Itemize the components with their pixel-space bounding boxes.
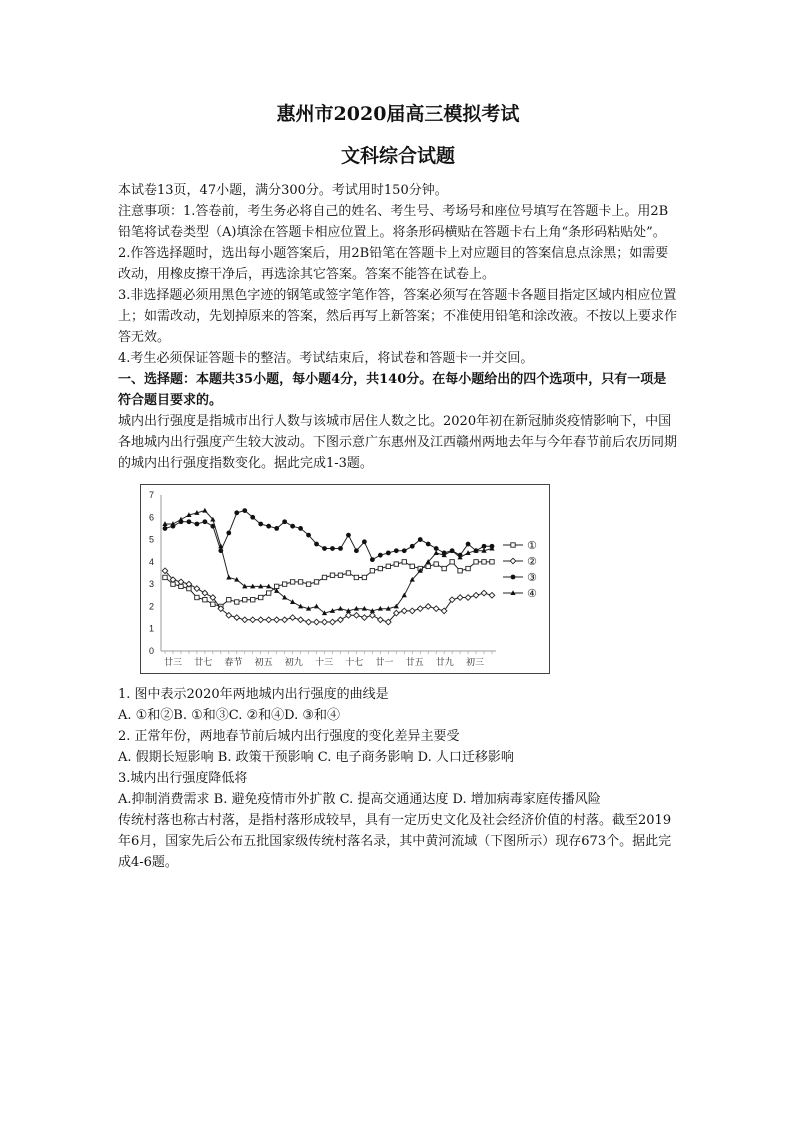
x-tick-label: 廿三: [163, 658, 183, 668]
data-point-series-2: [274, 617, 280, 623]
data-point-series-4: [202, 508, 207, 513]
data-point-series-3: [298, 526, 303, 531]
notice-1: 注意事项：1.答卷前，考生务必将自己的姓名、考生号、考场号和座位号填写在答题卡上。用2B铅笔将试卷类型（A)填涂在答题卡相应位置上。将条形码横贴在答题卡右上角“条形码粘贴处”。: [118, 204, 669, 240]
data-point-series-1: [322, 575, 326, 579]
data-point-series-3: [234, 510, 239, 515]
data-point-series-1: [346, 571, 350, 575]
data-point-series-4: [290, 599, 295, 604]
chart-svg: [141, 485, 549, 673]
data-point-series-1: [298, 580, 302, 584]
question-2: 2. 正常年份，两地春节前后城内出行强度的变化差异主要受: [118, 729, 460, 744]
data-point-series-2: [266, 617, 272, 623]
question-2-options: A. 假期长短影响 B. 政策干预影响 C. 电子商务影响 D. 人口迁移影响: [118, 750, 514, 765]
intro-text: 本试卷13页，47小题，满分300分。考试用时150分钟。: [118, 183, 448, 198]
data-point-series-2: [194, 586, 200, 592]
data-point-series-3: [195, 522, 200, 527]
data-point-series-3: [266, 524, 271, 529]
data-point-series-3: [418, 537, 423, 542]
data-point-series-3: [314, 542, 319, 547]
data-point-series-3: [370, 557, 375, 562]
data-point-series-1: [466, 566, 470, 570]
legend-marker-1: [511, 543, 515, 547]
data-point-series-3: [250, 515, 255, 520]
data-point-series-1: [266, 591, 270, 595]
data-point-series-2: [457, 595, 463, 601]
x-tick-label: 初三: [465, 658, 485, 668]
data-point-series-3: [306, 533, 311, 538]
data-point-series-1: [410, 564, 414, 568]
data-point-series-1: [354, 575, 358, 579]
data-point-series-4: [226, 575, 231, 580]
question-3: 3.城内出行强度降低将: [118, 771, 248, 786]
x-tick-label: 初五: [254, 658, 273, 668]
data-point-series-1: [458, 569, 462, 573]
data-point-series-2: [250, 617, 256, 623]
data-point-series-1: [426, 564, 430, 568]
data-point-series-2: [473, 592, 479, 598]
data-point-series-2: [489, 592, 495, 598]
question-1-options: A. ①和②B. ①和③C. ②和④D. ③和④: [118, 708, 341, 723]
legend-label-1: ①: [527, 539, 537, 552]
data-point-series-2: [370, 613, 376, 619]
question-1: 1. 图中表示2020年两地城内出行强度的曲线是: [118, 687, 389, 702]
data-point-series-3: [410, 544, 415, 549]
data-point-series-2: [202, 590, 208, 596]
data-point-series-2: [425, 604, 431, 610]
data-point-series-1: [306, 582, 310, 586]
y-tick-label: 3: [149, 579, 155, 590]
data-point-series-3: [163, 526, 168, 531]
data-point-series-2: [378, 617, 384, 623]
data-point-series-3: [466, 542, 471, 547]
x-tick-label: 廿五: [405, 658, 424, 668]
data-point-series-3: [226, 530, 231, 535]
y-tick-label: 5: [149, 534, 155, 545]
legend-marker-3: [511, 575, 516, 580]
data-point-series-1: [203, 598, 207, 602]
data-point-series-1: [490, 560, 494, 564]
x-tick-label: 初九: [284, 658, 303, 668]
data-point-series-2: [330, 619, 336, 625]
data-point-series-4: [402, 592, 407, 597]
data-point-series-1: [474, 560, 478, 564]
data-point-series-3: [322, 546, 327, 551]
notice-2: 2.作答选择题时，选出每小题答案后，用2B铅笔在答题卡上对应题目的答案信息点涂黑；如需要改动，用橡皮擦干净后，再选涂其它答案。答案不能答在试卷上。: [118, 246, 669, 282]
data-point-series-1: [227, 598, 231, 602]
data-point-series-2: [314, 619, 320, 625]
data-point-series-1: [394, 562, 398, 566]
data-point-series-3: [378, 553, 383, 558]
data-point-series-3: [330, 546, 335, 551]
legend-marker-2: [510, 558, 516, 564]
data-point-series-1: [211, 602, 215, 606]
x-tick-label: 廿九: [435, 658, 454, 668]
data-point-series-1: [290, 580, 294, 584]
passage-2: 传统村落也称古村落，是指村落形成较早，具有一定历史文化及社会经济价值的村落。截至2019年6月，国家先后公布五批国家级传统村落名录，其中黄河流域（下图所示）现存673个。据此完成4-6题。: [118, 813, 672, 870]
data-point-series-3: [274, 526, 279, 531]
data-point-series-4: [314, 604, 319, 609]
data-point-series-2: [258, 617, 264, 623]
data-point-series-2: [401, 608, 407, 614]
data-point-series-3: [242, 508, 247, 513]
data-point-series-1: [370, 569, 374, 573]
exam-subtitle: 文科综合试题: [340, 145, 455, 167]
exam-title: 惠州市2020届高三模拟考试: [276, 103, 520, 125]
y-tick-label: 2: [149, 601, 155, 612]
passage-1: 城内出行强度是指城市出行人数与该城市居住人数之比。2020年初在新冠肺炎疫情影响下，中国各地城内出行强度产生较大波动。下图示意广东惠州及江西赣州两地去年与今年春节前后农历同期的城内出行强度指数变化。据此完成1-3题。: [118, 414, 678, 471]
data-point-series-3: [362, 539, 367, 544]
data-point-series-2: [306, 619, 312, 625]
data-point-series-1: [482, 560, 486, 564]
notice-4: 4.考生必须保证答题卡的整洁。考试结束后，将试卷和答题卡一并交回。: [118, 351, 534, 366]
data-point-series-3: [402, 548, 407, 553]
data-point-series-2: [433, 606, 439, 612]
data-point-series-3: [386, 551, 391, 556]
data-point-series-2: [409, 608, 415, 614]
data-point-series-1: [163, 575, 167, 579]
data-point-series-1: [259, 595, 263, 599]
data-point-series-2: [298, 617, 304, 623]
data-point-series-1: [274, 584, 278, 588]
data-point-series-1: [195, 595, 199, 599]
x-tick-label: 廿七: [194, 658, 213, 668]
notice-3: 3.非选择题必须用黑色字迹的钢笔或签字笔作答，答案必须写在答题卡各题目指定区域内相应位置上；如需改动，先划掉原来的答案，然后再写上新答案；不准使用铅笔和涂改液。不按以上要求作答无效。: [118, 288, 678, 345]
data-point-series-1: [251, 598, 255, 602]
data-point-series-3: [282, 519, 287, 524]
data-point-series-4: [298, 604, 303, 609]
data-point-series-4: [178, 517, 183, 522]
data-point-series-2: [362, 615, 368, 621]
data-point-series-1: [235, 600, 239, 604]
data-point-series-2: [234, 615, 240, 621]
legend-label-3: ③: [527, 571, 537, 584]
legend-label-4: ④: [527, 587, 537, 600]
x-tick-label: 十三: [314, 658, 334, 668]
data-point-series-3: [258, 522, 263, 527]
data-point-series-3: [346, 533, 351, 538]
section-heading: 一、选择题：本题共35小题，每小题4分，共140分。在每小题给出的四个选项中，只有一项是符合题目要求的。: [118, 372, 667, 408]
data-point-series-1: [450, 560, 454, 564]
data-point-series-3: [187, 519, 192, 524]
y-tick-label: 6: [149, 512, 155, 523]
data-point-series-3: [338, 546, 343, 551]
data-point-series-1: [338, 573, 342, 577]
data-point-series-1: [282, 582, 286, 586]
data-point-series-1: [442, 566, 446, 570]
data-point-series-3: [202, 519, 207, 524]
data-point-series-4: [338, 606, 343, 611]
data-point-series-1: [402, 560, 406, 564]
data-point-series-3: [290, 524, 295, 529]
data-point-series-2: [242, 617, 248, 623]
data-point-series-1: [330, 573, 334, 577]
data-point-series-1: [314, 580, 318, 584]
data-point-series-2: [322, 619, 328, 625]
data-point-series-2: [290, 615, 296, 621]
data-point-series-2: [465, 595, 471, 601]
data-point-series-3: [394, 548, 399, 553]
question-3-options: A.抑制消费需求 B. 避免疫情市外扩散 C. 提高交通通达度 D. 增加病毒家庭传播风险: [118, 792, 601, 807]
y-tick-label: 4: [149, 556, 155, 567]
x-tick-label: 十七: [345, 658, 364, 668]
data-point-series-4: [434, 550, 439, 555]
data-point-series-1: [386, 564, 390, 568]
data-point-series-2: [282, 617, 288, 623]
x-tick-label: 春节: [224, 658, 243, 668]
data-point-series-3: [426, 542, 431, 547]
y-tick-label: 0: [149, 646, 155, 656]
data-point-series-2: [346, 613, 352, 619]
y-tick-label: 7: [149, 490, 155, 500]
data-point-series-2: [338, 617, 344, 623]
data-point-series-2: [417, 606, 423, 612]
data-point-series-1: [243, 598, 247, 602]
exam-body: [118, 180, 678, 873]
data-point-series-1: [434, 562, 438, 566]
exam-page: [118, 100, 678, 873]
legend-label-2: ②: [527, 555, 537, 568]
data-point-series-1: [378, 566, 382, 570]
x-tick-label: 廿一: [375, 658, 394, 668]
y-tick-label: 1: [149, 623, 155, 634]
data-point-series-2: [354, 613, 360, 619]
data-point-series-3: [354, 548, 359, 553]
travel-intensity-chart: [140, 484, 550, 674]
data-point-series-2: [481, 590, 487, 596]
data-point-series-1: [362, 575, 366, 579]
